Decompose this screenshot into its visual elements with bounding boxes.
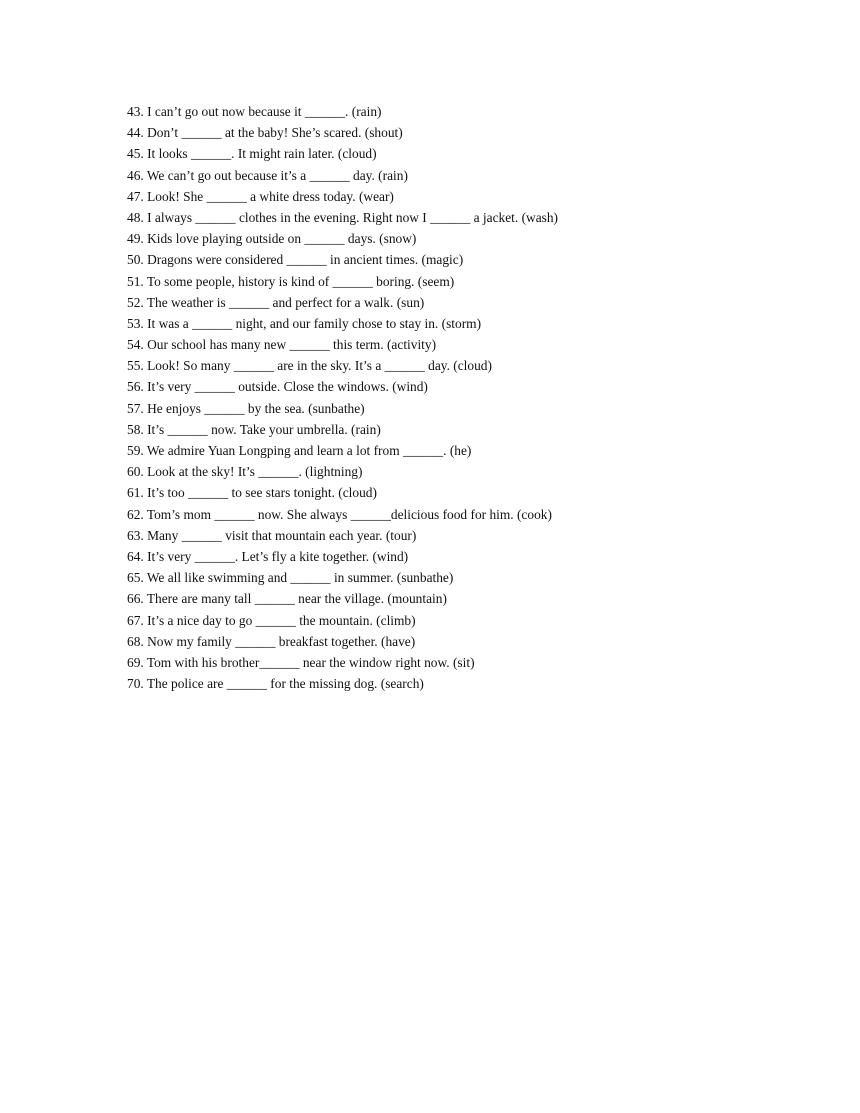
exercise-item-58: 58. It’s ______ now. Take your umbrella. (rain)	[127, 421, 381, 437]
exercise-item-56: 56. It’s very ______ outside. Close the windows. (wind)	[127, 379, 428, 395]
exercise-item-69: 69. Tom with his brother______ near the window right now. (sit)	[127, 654, 475, 670]
exercise-item-47: 47. Look! She ______ a white dress today. (wear)	[127, 188, 394, 204]
exercise-item-62: 62. Tom’s mom ______ now. She always ______delicious food for him. (cook)	[127, 506, 552, 522]
exercise-item-51: 51. To some people, history is kind of ______ boring. (seem)	[127, 273, 455, 289]
exercise-item-46: 46. We can’t go out because it’s a ______ day. (rain)	[127, 167, 408, 183]
exercise-item-70: 70. The police are ______ for the missing dog. (search)	[127, 676, 424, 692]
exercise-item-48: 48. I always ______ clothes in the evening. Right now I ______ a jacket. (wash)	[127, 209, 559, 225]
exercise-item-66: 66. There are many tall ______ near the village. (mountain)	[127, 591, 447, 607]
exercise-item-67: 67. It’s a nice day to go ______ the mountain. (climb)	[127, 612, 416, 628]
exercise-item-60: 60. Look at the sky! It’s ______. (lightning)	[127, 464, 363, 480]
exercise-item-63: 63. Many ______ visit that mountain each year. (tour)	[127, 527, 417, 543]
exercise-item-45: 45. It looks ______. It might rain later. (cloud)	[127, 146, 377, 162]
exercise-item-61: 61. It’s too ______ to see stars tonight. (cloud)	[127, 485, 377, 501]
exercise-item-68: 68. Now my family ______ breakfast together. (have)	[127, 633, 416, 649]
exercise-item-54: 54. Our school has many new ______ this term. (activity)	[127, 337, 437, 353]
exercise-item-59: 59. We admire Yuan Longping and learn a lot from ______. (he)	[127, 443, 472, 458]
exercise-item-55: 55. Look! So many ______ are in the sky. It’s a ______ day. (cloud)	[127, 358, 492, 374]
exercise-item-43: 43. I can’t go out now because it ______. (rain)	[127, 104, 382, 119]
exercise-item-50: 50. Dragons were considered ______ in ancient times. (magic)	[127, 252, 464, 268]
exercise-item-65: 65. We all like swimming and ______ in summer. (sunbathe)	[127, 570, 454, 586]
exercise-item-52: 52. The weather is ______ and perfect for a walk. (sun)	[127, 294, 425, 310]
exercise-item-64: 64. It’s very ______. Let’s fly a kite together. (wind)	[127, 548, 409, 564]
exercise-item-44: 44. Don’t ______ at the baby! She’s scared. (shout)	[127, 125, 403, 141]
exercise-list	[127, 101, 747, 694]
exercise-item-53: 53. It was a ______ night, and our family chose to stay in. (storm)	[127, 315, 482, 331]
exercise-item-49: 49. Kids love playing outside on ______ days. (snow)	[127, 231, 417, 247]
exercise-item-57: 57. He enjoys ______ by the sea. (sunbathe)	[127, 400, 365, 416]
